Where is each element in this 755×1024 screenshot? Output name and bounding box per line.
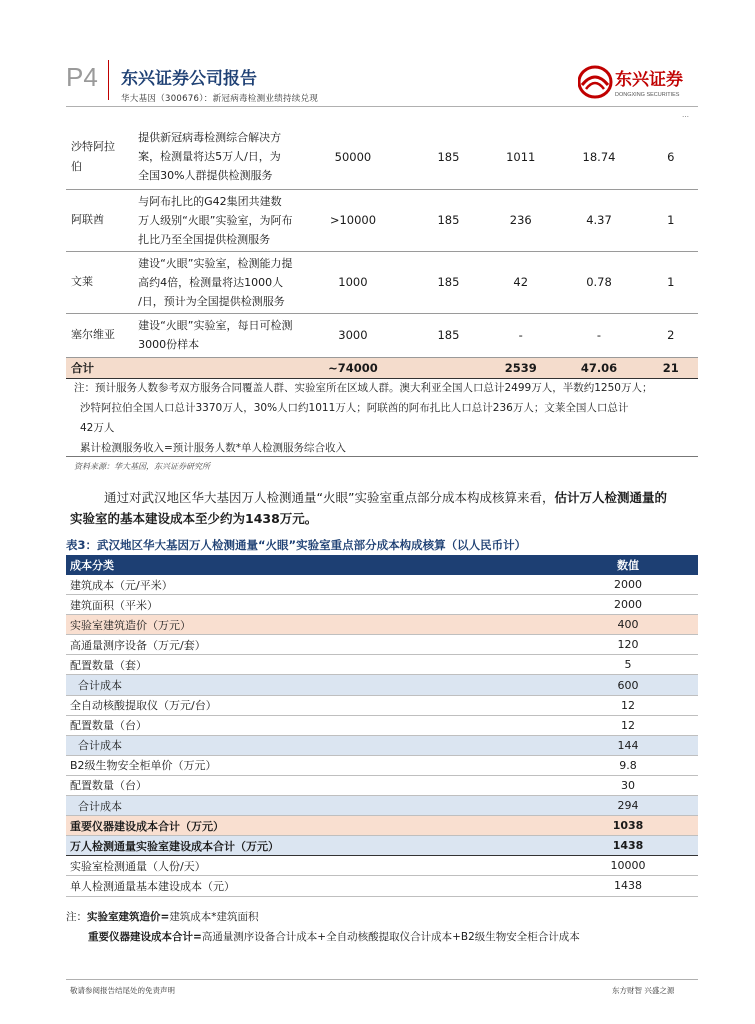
- footer-rule: [66, 979, 698, 980]
- value-cell: -: [487, 313, 554, 357]
- lab-cost-table: [66, 555, 698, 897]
- cost-label: 万人检测通量实验室建设成本合计（万元）: [66, 836, 558, 856]
- table3-header-row: [66, 555, 698, 575]
- cost-row: [66, 635, 698, 655]
- logo-icon: [578, 65, 698, 99]
- table-row: [66, 125, 698, 189]
- logo-subtext: DONGXING SECURITIES: [615, 92, 680, 98]
- description-line: 建设“火眼”实验室，检测能力提: [138, 256, 293, 270]
- header-mark: …: [682, 111, 689, 119]
- total-value-cell: [410, 357, 487, 378]
- cost-value: 5: [558, 655, 698, 675]
- description-cell: [138, 189, 296, 251]
- cost-label: 配置数量（台）: [66, 715, 558, 735]
- cost-value: 12: [558, 695, 698, 715]
- company-logo: [578, 65, 698, 99]
- overseas-lab-table: [66, 125, 698, 379]
- table3-note-line1: [66, 909, 259, 924]
- table-row: [66, 313, 698, 357]
- description-line: 案，检测量将达5万人/日，为: [138, 150, 281, 164]
- value-cell: 2: [644, 313, 698, 357]
- cost-value: 600: [558, 675, 698, 695]
- value-cell: 42: [487, 251, 554, 313]
- cost-label: 建筑成本（元/平米）: [66, 575, 558, 595]
- cost-label: 单人检测通量基本建设成本（元）: [66, 876, 558, 896]
- cost-value: 1038: [558, 816, 698, 836]
- analysis-paragraph: [104, 487, 704, 509]
- value-cell: 185: [410, 313, 487, 357]
- cost-row: [66, 695, 698, 715]
- total-value-cell: 2539: [487, 357, 554, 378]
- cost-value: 294: [558, 796, 698, 816]
- cost-row: [66, 575, 698, 595]
- value-cell: 185: [410, 251, 487, 313]
- cost-row: [66, 675, 698, 695]
- report-subtitle: 华大基因（300676）：新冠病毒检测业绩持续兑现: [121, 94, 319, 104]
- cost-row: [66, 796, 698, 816]
- description-line: 建设“火眼”实验室，每日可检测: [138, 319, 293, 332]
- cost-label: 实验室建筑造价（万元）: [66, 615, 558, 635]
- logo-text: 东兴证券: [615, 70, 683, 90]
- value-cell: 1: [644, 251, 698, 313]
- value-cell: 50000: [296, 125, 410, 189]
- cost-row: [66, 655, 698, 675]
- note-prefix: 注：: [66, 911, 87, 923]
- total-value-cell: 47.06: [554, 357, 643, 378]
- cost-value: 12: [558, 715, 698, 735]
- cost-label: 配置数量（套）: [66, 655, 558, 675]
- value-cell: 18.74: [554, 125, 643, 189]
- cost-value: 9.8: [558, 755, 698, 775]
- country-line: 伯: [71, 159, 82, 173]
- total-value-cell: ~74000: [296, 357, 410, 378]
- value-cell: 6: [644, 125, 698, 189]
- country-line: 文莱: [71, 275, 93, 288]
- total-label: 合计: [66, 357, 296, 378]
- country-line: 塞尔维亚: [71, 328, 115, 341]
- cost-row: [66, 856, 698, 876]
- table3-title: 表3：武汉地区华大基因万人检测通量“火眼”实验室重点部分成本构成核算（以人民币计）: [66, 538, 527, 552]
- description-cell: [138, 313, 296, 357]
- cost-row: [66, 715, 698, 735]
- country-cell: [66, 125, 138, 189]
- description-cell: [138, 125, 296, 189]
- description-line: 提供新冠病毒检测综合解决方: [138, 131, 282, 145]
- cost-row: [66, 876, 698, 896]
- total-row: [66, 357, 698, 378]
- description-line: 高约4倍，检测量将达1000人: [138, 275, 284, 289]
- cost-label: 合计成本: [66, 735, 558, 755]
- table1-source: 资料来源：华大基因，东兴证券研究所: [74, 462, 210, 471]
- cost-row: [66, 836, 698, 856]
- note-bold-1: 实验室建筑造价=: [87, 911, 170, 923]
- table1-note-line3: 42万人: [80, 422, 115, 434]
- description-line: 3000份样本: [138, 338, 200, 351]
- value-cell: 1: [644, 189, 698, 251]
- description-line: 全国30%人群提供检测服务: [138, 169, 273, 183]
- cost-value: 2000: [558, 595, 698, 615]
- cost-label: 实验室检测通量（人份/天）: [66, 856, 558, 876]
- cost-value: 2000: [558, 575, 698, 595]
- value-cell: 4.37: [554, 189, 643, 251]
- country-line: 沙特阿拉: [71, 139, 115, 153]
- cost-row: [66, 615, 698, 635]
- value-cell: 185: [410, 125, 487, 189]
- paragraph-plain: 通过对武汉地区华大基因万人检测通量“火眼”实验室重点部分成本构成核算来看，: [104, 490, 555, 505]
- value-cell: 1000: [296, 251, 410, 313]
- cost-value: 1438: [558, 876, 698, 896]
- page-number: P4: [66, 62, 98, 92]
- value-cell: 3000: [296, 313, 410, 357]
- note-rest-1: 建筑成本*建筑面积: [169, 911, 259, 923]
- note-rest-2: 高通量测序设备合计成本+全自动核酸提取仪合计成本+B2级生物安全柜合计成本: [201, 931, 580, 943]
- note-bold-2: 重要仪器建设成本合计=: [88, 931, 202, 943]
- source-rule: [66, 456, 698, 457]
- cost-row: [66, 595, 698, 615]
- description-line: 扎比乃至全国提供检测服务: [138, 232, 271, 246]
- description-line: 与阿布扎比的G42集团共建数: [138, 194, 282, 208]
- table3-header-label: 成本分类: [66, 555, 558, 575]
- country-line: 阿联酋: [71, 213, 104, 226]
- value-cell: 236: [487, 189, 554, 251]
- paragraph-bold-1: 估计万人检测通量的: [554, 490, 667, 505]
- table-row: [66, 189, 698, 251]
- description-line: /日，预计为全国提供检测服务: [138, 294, 285, 308]
- header-divider: [108, 60, 109, 100]
- cost-label: 合计成本: [66, 796, 558, 816]
- value-cell: 1011: [487, 125, 554, 189]
- cost-label: 全自动核酸提取仪（万元/台）: [66, 695, 558, 715]
- cost-value: 30: [558, 775, 698, 795]
- country-cell: [66, 189, 138, 251]
- paragraph-bold-2: 实验室的基本建设成本至少约为1438万元。: [70, 511, 318, 526]
- report-title: 东兴证券公司报告: [121, 69, 257, 89]
- cost-label: B2级生物安全柜单价（万元）: [66, 755, 558, 775]
- description-line: 万人级别“火眼”实验室，为阿布: [138, 213, 293, 227]
- table3-note-line2: [88, 929, 580, 944]
- cost-row: [66, 816, 698, 836]
- cost-row: [66, 755, 698, 775]
- country-cell: [66, 313, 138, 357]
- header-rule: [66, 106, 698, 107]
- cost-row: [66, 735, 698, 755]
- cost-label: 配置数量（台）: [66, 775, 558, 795]
- table3-header-value: 数值: [558, 555, 698, 575]
- cost-label: 建筑面积（平米）: [66, 595, 558, 615]
- cost-value: 400: [558, 615, 698, 635]
- cost-row: [66, 775, 698, 795]
- value-cell: 185: [410, 189, 487, 251]
- value-cell: >10000: [296, 189, 410, 251]
- cost-value: 1438: [558, 836, 698, 856]
- table1-note-line4: 累计检测服务收入=预计服务人数*单人检测服务综合收入: [80, 442, 347, 454]
- footer-slogan: 东方财智 兴盛之源: [612, 986, 675, 995]
- cost-label: 合计成本: [66, 675, 558, 695]
- value-cell: -: [554, 313, 643, 357]
- table1-note-line1: 注：预计服务人数参考双方服务合同覆盖人群、实验室所在区域人群。澳大利亚全国人口总计2499万人，半数约1250万人；: [74, 382, 653, 394]
- table1-note-line2: 沙特阿拉伯全国人口总计3370万人，30%人口约1011万人；阿联酋的阿布扎比人口总计236万人；文莱全国人口总计: [80, 402, 629, 414]
- description-cell: [138, 251, 296, 313]
- country-cell: [66, 251, 138, 313]
- cost-label: 重要仪器建设成本合计（万元）: [66, 816, 558, 836]
- table-row: [66, 251, 698, 313]
- cost-value: 10000: [558, 856, 698, 876]
- cost-label: 高通量测序设备（万元/套）: [66, 635, 558, 655]
- total-value-cell: 21: [644, 357, 698, 378]
- cost-value: 144: [558, 735, 698, 755]
- value-cell: 0.78: [554, 251, 643, 313]
- footer-disclaimer: 敬请参阅报告结尾处的免责声明: [70, 986, 175, 995]
- cost-value: 120: [558, 635, 698, 655]
